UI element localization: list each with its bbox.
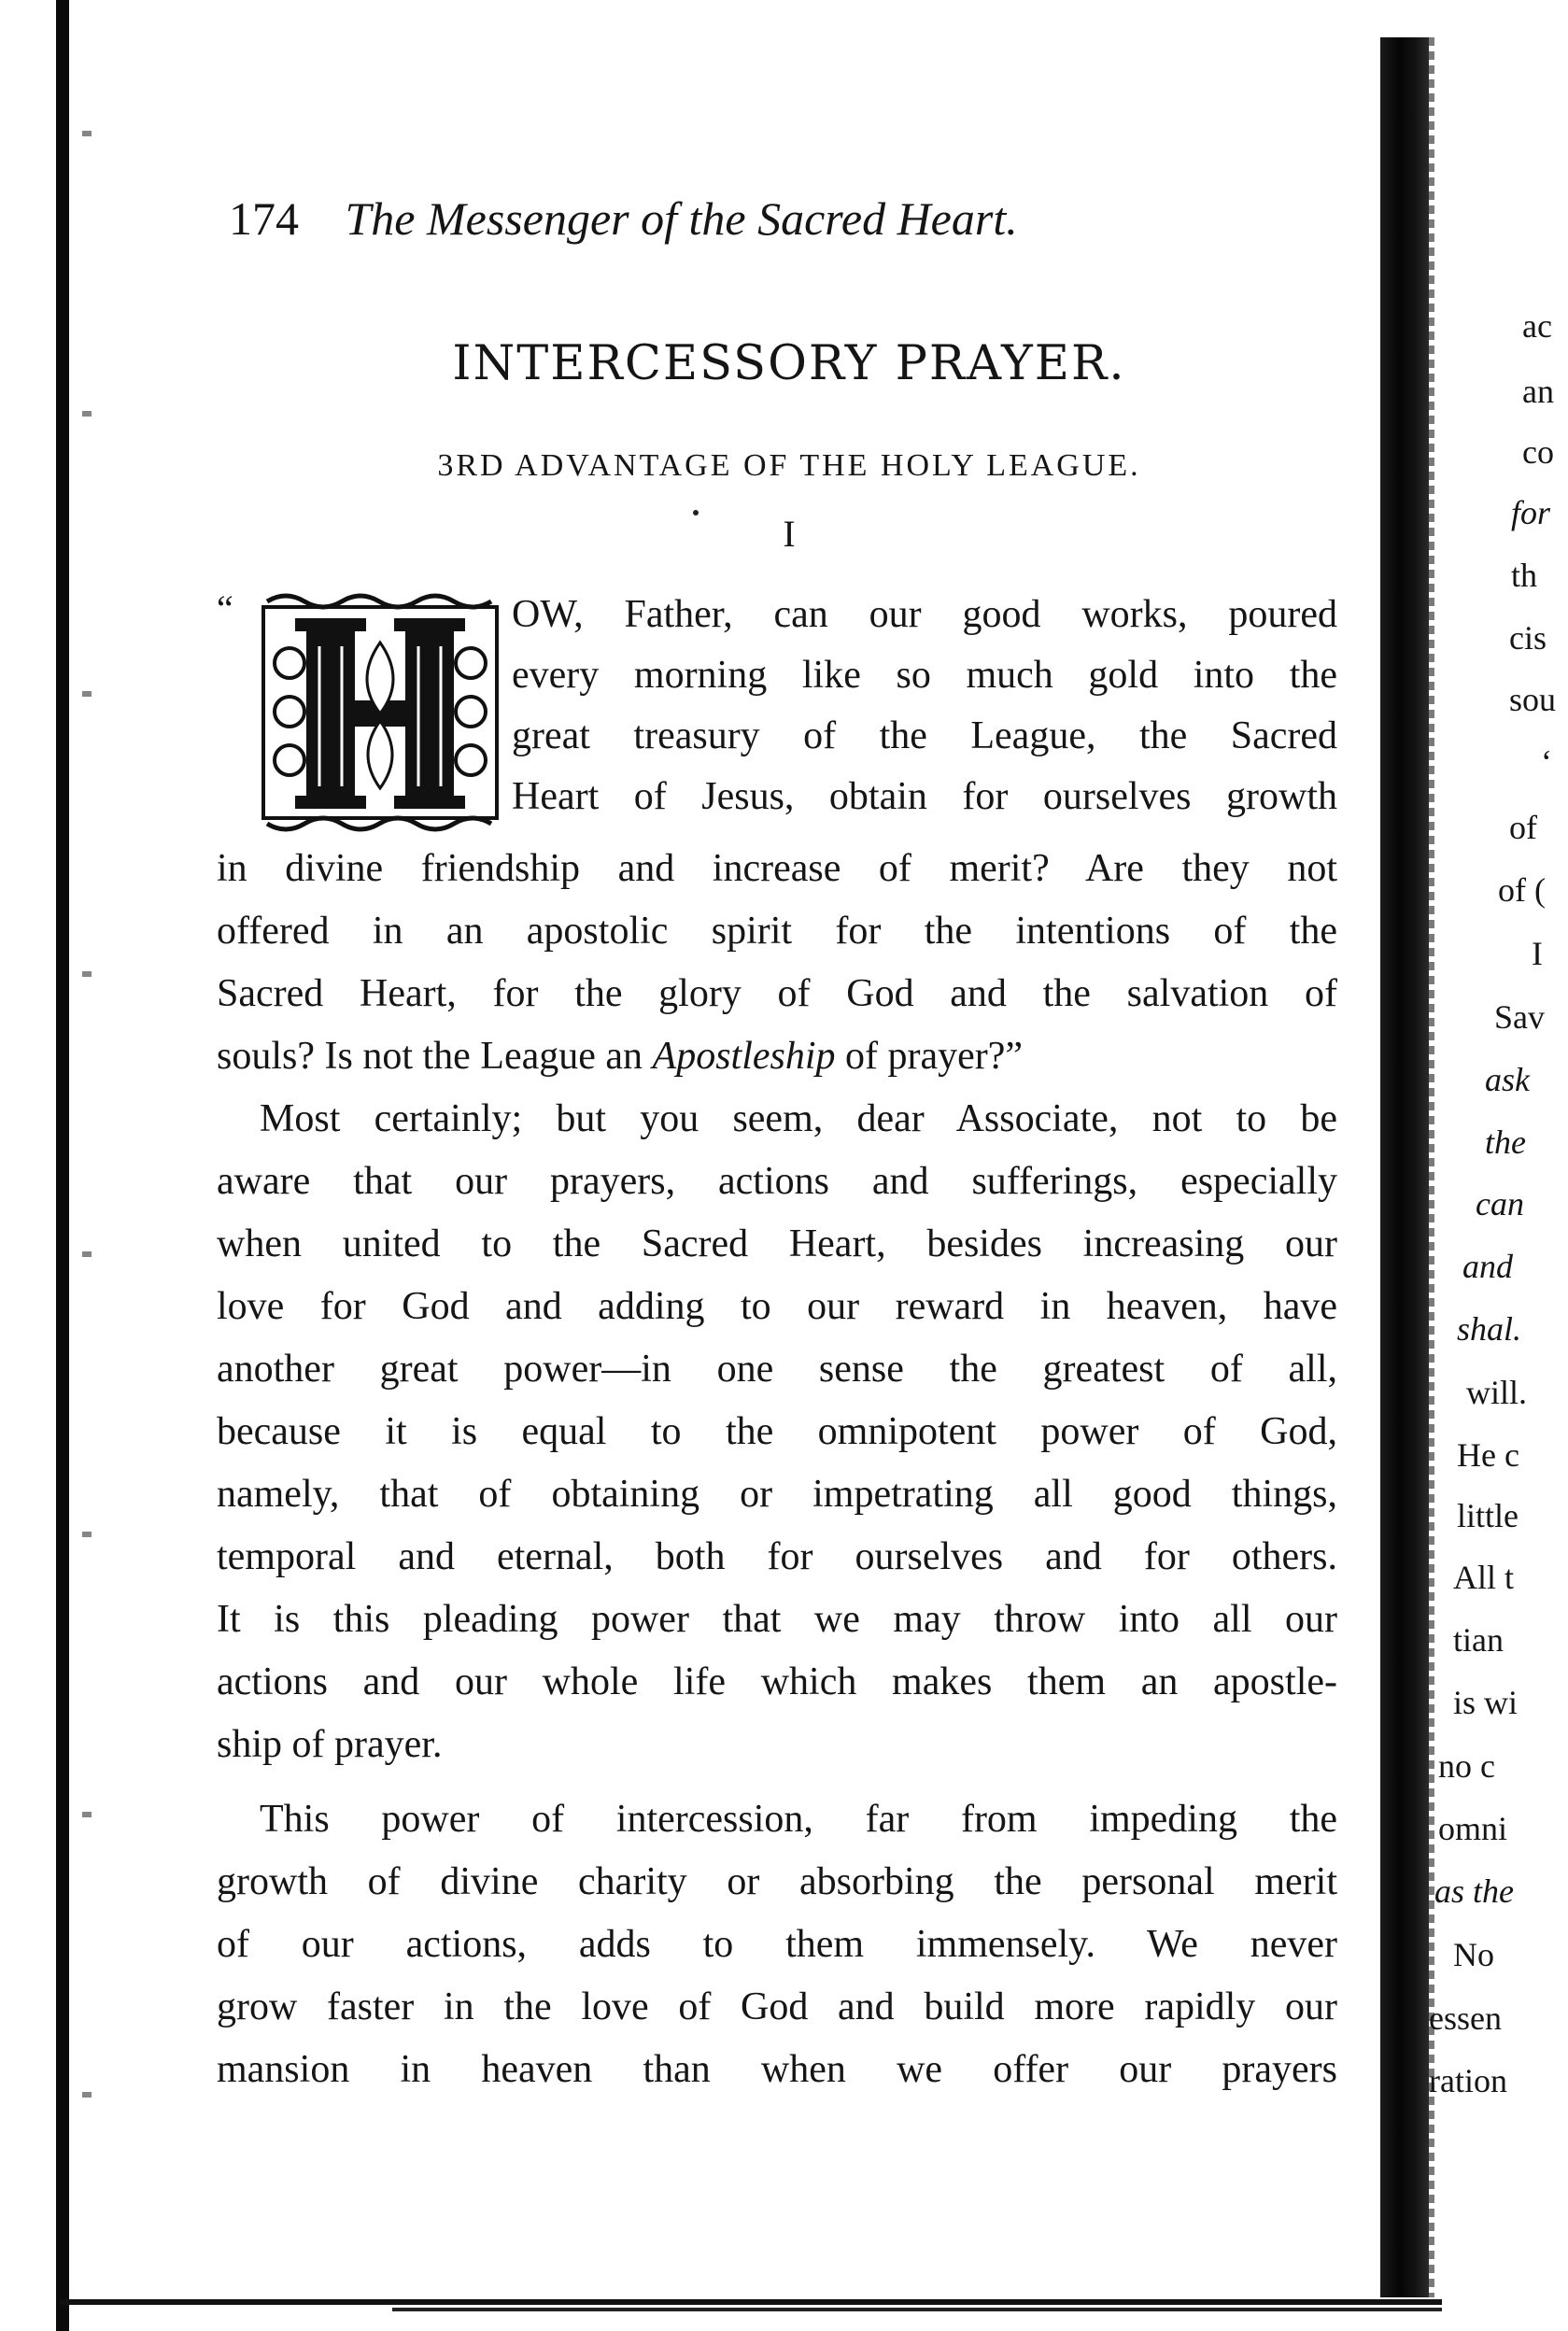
text-line: in divine friendship and increase of merit? Are they not	[217, 847, 1337, 890]
text-line: because it is equal to the omnipotent power of God,	[217, 1410, 1337, 1453]
opening-quote: “	[217, 587, 233, 629]
text-run: souls? Is not the League an	[217, 1035, 643, 1078]
page-edge-shadow	[56, 0, 69, 2331]
text-line: temporal and eternal, both for ourselves and for others.	[217, 1535, 1337, 1578]
facing-page-fragment: ac	[1522, 307, 1552, 345]
facing-page-fragment: All t	[1453, 1559, 1515, 1596]
facing-page-fragment: th	[1511, 557, 1538, 594]
text-line: love for God and adding to our reward in heaven, have	[217, 1285, 1337, 1328]
ornamental-dropcap-h-icon	[248, 590, 512, 835]
text-line: aware that our prayers, actions and sufferings, especially	[217, 1160, 1337, 1203]
text-line: namely, that of obtaining or impetrating all good things,	[217, 1473, 1337, 1516]
facing-page-fragment: omni	[1438, 1810, 1508, 1847]
text-line: great treasury of the League, the Sacred	[512, 714, 1337, 757]
facing-page-fragment: of (	[1498, 871, 1546, 909]
facing-page-fragment: the	[1485, 1123, 1526, 1161]
text-line: of our actions, adds to them immensely. We never	[217, 1923, 1337, 1966]
facing-page-fragment: essen	[1429, 1999, 1502, 2037]
facing-page-fragment: Sav	[1494, 998, 1545, 1036]
text-line: Heart of Jesus, obtain for ourselves growth	[512, 775, 1337, 818]
facing-page-fragment: is wi	[1453, 1684, 1519, 1721]
text-line: growth of divine charity or absorbing the personal merit	[217, 1860, 1337, 1903]
page-number: 174	[229, 192, 299, 245]
paragraph-start-line: Most certainly; but you seem, dear Associate, not to be	[260, 1097, 1337, 1140]
text-line: every morning like so much gold into the	[512, 654, 1337, 697]
text-line: Sacred Heart, for the glory of God and the salvation of	[217, 972, 1337, 1015]
bottom-edge-rule-2	[392, 2308, 1442, 2311]
text-line: grow faster in the love of God and build more rapidly our	[217, 1985, 1337, 2028]
text-line: OW, Father, can our good works, poured	[512, 593, 1337, 636]
book-spine-shadow	[1380, 37, 1429, 2297]
scan-specks	[82, 0, 92, 2331]
facing-page-fragment: co	[1522, 433, 1554, 471]
facing-page-fragment: tian	[1453, 1621, 1504, 1659]
facing-page-fragment: for	[1511, 494, 1551, 531]
text-line: another great power—in one sense the greatest of all,	[217, 1348, 1337, 1391]
facing-page-fragment: as the	[1434, 1872, 1514, 1910]
facing-page-fragment: an	[1522, 373, 1554, 410]
facing-page-fragment: No	[1453, 1936, 1494, 1973]
italic-word: Apostleship	[652, 1035, 836, 1078]
paragraph-start-line: This power of intercession, far from impeding the	[260, 1798, 1337, 1841]
text-line: when united to the Sacred Heart, besides increasing our	[217, 1222, 1337, 1265]
running-title: The Messenger of the Sacred Heart.	[345, 192, 1018, 245]
article-title: INTERCESSORY PRAYER.	[452, 336, 1126, 391]
facing-page-fragment: little	[1457, 1497, 1519, 1534]
text-run: of prayer?”	[845, 1035, 1024, 1078]
facing-page-fragment: will.	[1466, 1374, 1528, 1411]
text-line: mansion in heaven than when we offer our prayers	[217, 2048, 1337, 2091]
article-subtitle: 3RD ADVANTAGE OF THE HOLY LEAGUE.	[437, 448, 1141, 483]
text-line: ship of prayer.	[217, 1723, 443, 1766]
facing-page-fragment: shal.	[1457, 1310, 1522, 1348]
text-line: offered in an apostolic spirit for the intentions of the	[217, 910, 1337, 953]
facing-page-fragment: sou	[1509, 681, 1557, 718]
facing-page-fragment: and	[1462, 1248, 1513, 1285]
facing-page-fragment: can	[1476, 1185, 1524, 1222]
spine-edge	[1429, 37, 1434, 2297]
facing-page-fragment: of	[1509, 809, 1537, 846]
running-head	[229, 191, 1303, 247]
facing-page-fragment: ration	[1429, 2062, 1507, 2099]
text-line	[217, 1028, 1337, 1084]
text-line: It is this pleading power that we may throw into all our	[217, 1598, 1337, 1641]
facing-page-fragment: cis	[1509, 619, 1547, 657]
facing-page-fragment: He c	[1457, 1436, 1519, 1474]
bottom-edge-rule	[60, 2299, 1442, 2305]
facing-page-fragment: no c	[1438, 1747, 1495, 1785]
facing-page-fragment: ask	[1485, 1061, 1530, 1098]
facing-page-fragment: I	[1532, 935, 1543, 972]
section-number: I	[783, 513, 796, 555]
facing-page-fragment: ‘	[1541, 743, 1552, 781]
text-line: actions and our whole life which makes them an apostle-	[217, 1660, 1337, 1703]
